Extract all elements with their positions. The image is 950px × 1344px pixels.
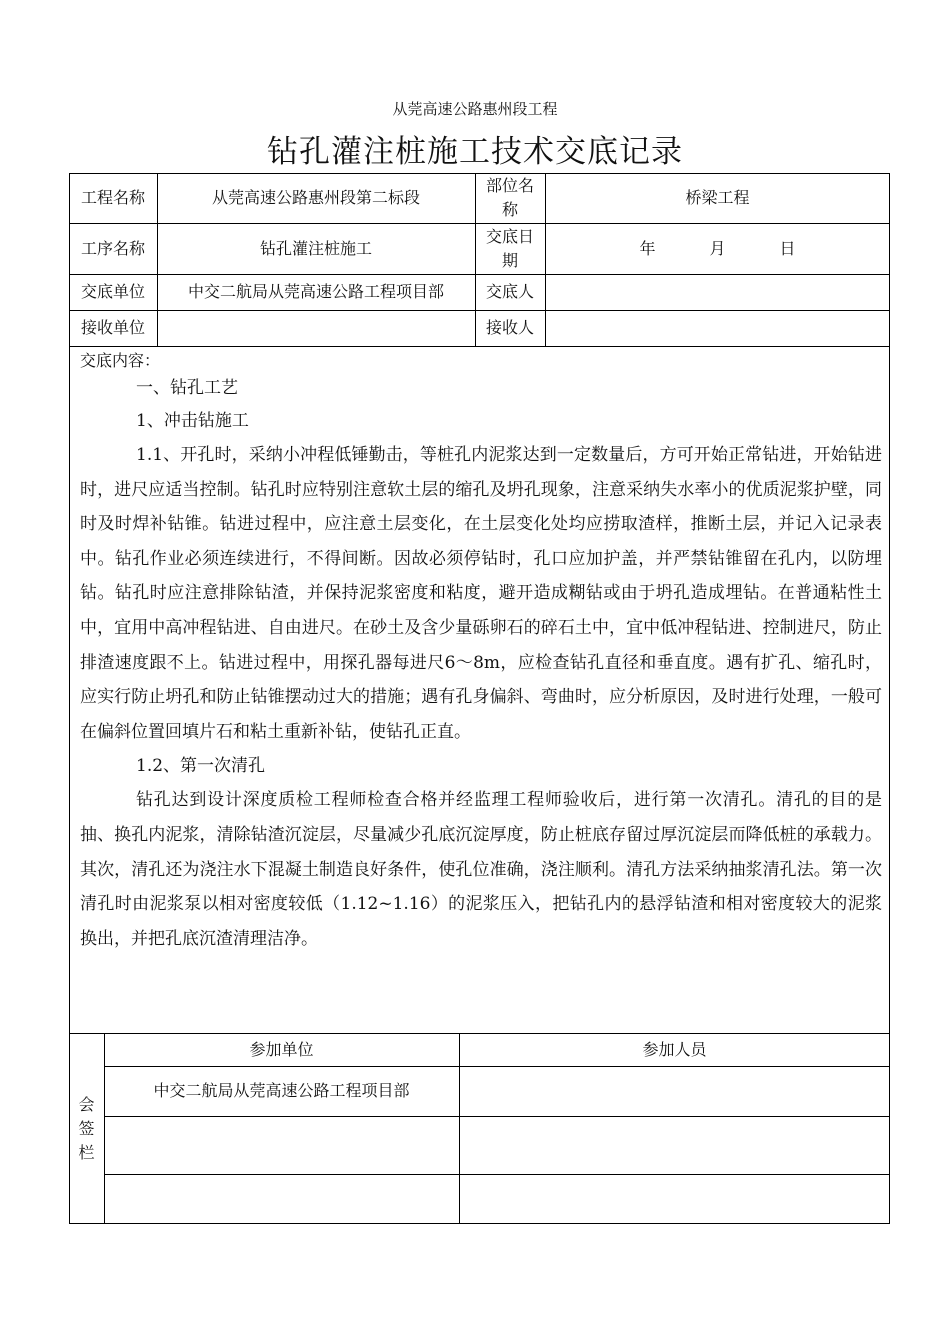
date-month: 月 — [709, 238, 726, 258]
date-label: 交底日期 — [485, 226, 534, 270]
part-name-value: 桥梁工程 — [685, 188, 750, 207]
document-subtitle: 从莞高速公路惠州段工程 — [392, 100, 558, 118]
disclosure-content — [80, 350, 882, 956]
signoff-unit-header: 参加单位 — [249, 1039, 314, 1059]
receiver-unit-label: 接收单位 — [80, 318, 145, 337]
signoff-person-cell — [459, 1066, 890, 1116]
issuer-value — [545, 274, 890, 310]
date-day: 日 — [779, 238, 796, 258]
issuer-unit-value: 中交二航局从莞高速公路工程项目部 — [187, 282, 444, 301]
section-heading: 一、钻孔工艺 — [136, 378, 238, 398]
process-label: 工序名称 — [80, 238, 145, 258]
receiver-unit-value — [157, 310, 475, 346]
date-year: 年 — [639, 238, 656, 258]
signoff-unit-cell: 中交二航局从莞高速公路工程项目部 — [153, 1081, 410, 1100]
signoff-unit-cell — [104, 1116, 459, 1174]
subsection-1-2-heading: 1.2、第一次清孔 — [136, 756, 266, 777]
signoff-person-cell — [459, 1174, 890, 1224]
signoff-char: 会 — [78, 1094, 95, 1114]
signoff-unit-cell — [104, 1174, 459, 1224]
receiver-label: 接收人 — [485, 318, 534, 337]
content-label: 交底内容： — [80, 351, 161, 370]
row-divider — [69, 346, 890, 347]
signoff-char: 栏 — [78, 1142, 95, 1162]
signoff-person-cell — [459, 1116, 890, 1174]
process-value: 钻孔灌注桩施工 — [259, 238, 372, 258]
paragraph-1-2: 钻孔达到设计深度质检工程师检查合格并经监理工程师验收后，进行第一次清孔。清孔的目的是抽、换孔内泥浆，清除钻渣沉淀层，尽量减少孔底沉淀厚度，防止桩底存留过厚沉淀层而降低桩的承载力。其次，清孔还为浇注水下混凝土制造良好条件，使孔位准确，浇注顺利。清孔方法采纳抽浆清孔法。第一次清孔时由泥浆泵以相对密度较低（1.12~1.16）的泥浆压入，把钻孔内的悬浮钻渣和相对密度较大的泥浆换出，并把孔底沉渣清理洁净。 — [80, 790, 882, 949]
project-name-value: 从莞高速公路惠州段第二标段 — [211, 188, 420, 207]
document-title: 钻孔灌注桩施工技术交底记录 — [267, 134, 683, 170]
issuer-unit-label: 交底单位 — [80, 282, 145, 301]
issuer-label: 交底人 — [485, 282, 534, 301]
date-value — [545, 223, 890, 274]
project-name-label: 工程名称 — [80, 188, 145, 207]
signoff-side-label — [69, 1033, 104, 1224]
signoff-person-header: 参加人员 — [642, 1039, 707, 1059]
receiver-value — [545, 310, 890, 346]
paragraph-1-1: 1.1、开孔时，采纳小冲程低锤勤击，等桩孔内泥浆达到一定数量后，方可开始正常钻进，开始钻进时，进尺应适当控制。钻孔时应特别注意软土层的缩孔及坍孔现象，注意采纳失水率小的优质泥浆护壁，同时及时焊补钻锥。钻进过程中，应注意土层变化，在土层变化处均应捞取渣样，推断土层，并记入记录表中。钻孔作业必须连续进行，不得间断。因故必须停钻时，孔口应加护盖，并严禁钻锥留在孔内，以防埋钻。钻孔时应注意排除钻渣，并保持泥浆密度和粘度，避开造成糊钻或由于坍孔造成埋钻。在普通粘性土中，宜用中高冲程钻进、自由进尺。在砂土及含少量砾卵石的碎石土中，宜中低冲程钻进、控制进尺，防止排渣速度跟不上。钻进过程中，用探孔器每进尺6～8m，应检查钻孔直径和垂直度。遇有扩孔、缩孔时，应实行防止坍孔和防止钻锥摆动过大的措施；遇有孔身偏斜、弯曲时，应分析原因，及时进行处理，一般可在偏斜位置回填片石和粘土重新补钻，使钻孔正直。 — [80, 445, 882, 742]
subsection-heading: 1、冲击钻施工 — [136, 411, 249, 431]
part-name-label: 部位名称 — [485, 176, 534, 219]
signoff-char: 签 — [78, 1118, 95, 1138]
